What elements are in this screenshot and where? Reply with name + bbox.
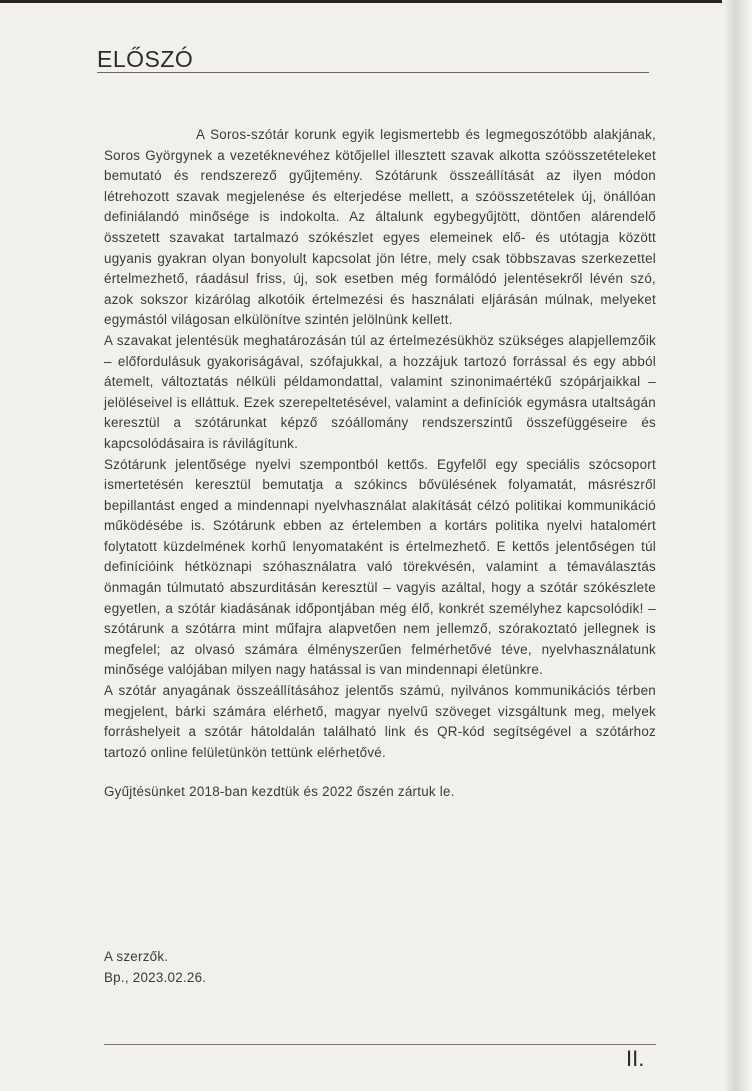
signature-date: Bp., 2023.02.26.	[104, 969, 207, 985]
title-rule	[97, 72, 649, 73]
signature-block	[104, 947, 206, 988]
footer-rule	[104, 1044, 656, 1045]
paragraph-4: A szótár anyagának összeállításához jelentős számú, nyilvános kommunikációs térben megjelent, bárki számára elérhető, magyar nyelvű szöveget vizsgáltunk meg, melyek forráshelyeit a szótár hátoldalán található link és QR-kód segítségével a szótárhoz tartozó online felületünkön tettünk elérhetővé.	[104, 683, 656, 760]
preface-body	[104, 125, 656, 803]
paragraph-2: A szavakat jelentésük meghatározásán túl az értelmezésükhöz szükséges alapjellemzőik – előfordulásuk gyakoriságával, szófajukkal, a hozzájuk tartozó forrással és egy abból átemelt, változtatás nélküli példamondattal, valamint szinonimaértékű szópárjaikkal – jelöléseivel is elláttuk. Ezek szerepeltetésével, valamint a definíciók egymásra utaltságán keresztül a szótárunkat képző szóállomány rendszerszintű összefüggéseire és kapcsolódásaira is rávilágítunk.	[104, 332, 656, 451]
scan-edge-shadow	[0, 0, 722, 3]
book-gutter	[722, 0, 752, 1091]
paragraph-1: A Soros-szótár korunk egyik legismertebb és legmegoszótöbb alakjának, Soros Györgynek a vezetéknevéhez kötőjellel illesztett szavak alkotta szóösszetételeket bemutató és rendszerező gyűjtemény. Szótárunk összeállítását az ilyen módon létrehozott szavak megjelenése és elterjedése mellett, a szóösszetételek új, önállóan definiálandó minősége is indokolta. Az általunk egybegyűjtött, döntően alárendelő összetett szavakat tartalmazó szókészlet egyes elemeinek elő- és utótagja között ugyanis gyakran olyan bonyolult kapcsolat jön létre, mely csak többszavas szerkezettel értelmezhető, ráadásul friss, új, sok esetben még formálódó jelentésekről lévén szó, azok sokszor kizárólag alkotóik értelmezési és használati eljárásán múlnak, melyeket egymástól világosan elkülönítve szintén jelölnünk kellett.	[104, 127, 656, 328]
signature-authors: A szerzők.	[104, 949, 169, 964]
paragraph-3: Szótárunk jelentősége nyelvi szempontból kettős. Egyfelől egy speciális szócsoport ismertetésén keresztül bemutatja a szókincs bővülésének folyamatát, másrészről bepillantást enged a mindennapi nyelvhasználat alakítását célzó politikai kommunikáció működésébe is. Szótárunk ebben az értelemben a kortárs politika nyelvi hatalomért folytatott küzdelmének korhű lenyomataként is értelmezhető. E kettős jelentőségen túl definícióink hétköznapi szóhasználatra való törekvésén, valamint a témaválasztás önmagán túlmutató abszurditásán keresztül – vagyis azáltal, hogy a szótár szókészlete egyetlen, a szótár kiadásának időpontjában még élő, konkrét személyhez kapcsolódik! – szótárunk a szótárra mint műfajra alapvetően nem jellemző, szórakoztató jellegnek is megfelel; az olvasó számára élményszerűen felmérhetővé téve, nyelvhasználatunk minősége valójában milyen nagy hatással is van mindennapi életünkre.	[104, 456, 656, 678]
paragraph-5: Gyűjtésünket 2018-ban kezdtük és 2022 őszén zártuk le.	[104, 784, 455, 800]
page-number: II.	[626, 1046, 645, 1071]
page-title: ELŐSZÓ	[97, 46, 194, 72]
